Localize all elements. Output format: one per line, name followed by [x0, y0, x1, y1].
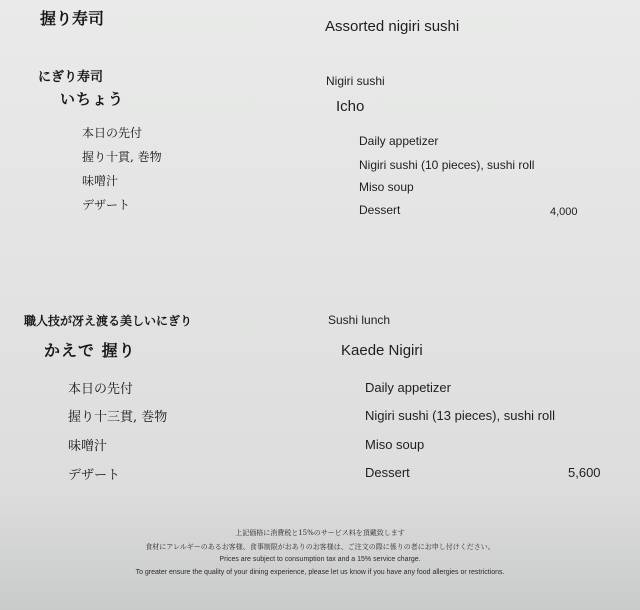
section1-item-4-en: Dessert — [359, 203, 401, 217]
footer-tax-note-jp: 上記価格に消費税と15%のサービス料を頂戴致します — [235, 529, 405, 537]
footer-allergy-note-en: To greater ensure the quality of your dining experience, please let us know if you have any food allergies or restrictions. — [135, 569, 505, 576]
section1-item-1-en: Daily appetizer — [359, 134, 439, 148]
section1-course-en: Icho — [336, 98, 365, 115]
section2-item-2-en: Nigiri sushi (13 pieces), sushi roll — [365, 408, 556, 423]
section2-item-2-jp: 握り十三貫, 巻物 — [68, 410, 168, 425]
section1-item-2-en: Nigiri sushi (10 pieces), sushi roll — [359, 158, 535, 172]
section1-item-2-jp: 握り十貫, 巻物 — [82, 150, 162, 164]
section2-sub-jp: 職人技が冴え渡る美しいにぎり — [24, 314, 193, 328]
section2-course-jp: かえで 握り — [44, 341, 136, 360]
section1-sub-jp: にぎり寿司 — [38, 70, 104, 85]
footer-tax-note-en: Prices are subject to consumption tax and a 15% service charge. — [219, 556, 421, 563]
section2-item-3-jp: 味噌汁 — [68, 439, 108, 454]
section2-item-3-en: Miso soup — [365, 437, 425, 452]
section1-item-1-jp: 本日の先付 — [82, 126, 143, 140]
section1-header-jp: 握り寿司 — [40, 9, 105, 28]
footer-allergy-note-jp: 食材にアレルギーのあるお客様、食事制限がおありのお客様は、ご注文の際に係りの者にお申し付けください。 — [145, 543, 495, 551]
section1-item-4-jp: デザート — [82, 198, 131, 212]
section1-sub-en: Nigiri sushi — [326, 74, 385, 88]
section2-item-4-jp: デザート — [68, 468, 121, 483]
section1-header-en: Assorted nigiri sushi — [325, 18, 460, 35]
section2-course-en: Kaede Nigiri — [341, 342, 423, 359]
section1-price: 4,000 — [550, 206, 578, 218]
section2-item-4-en: Dessert — [365, 465, 410, 480]
section2-item-1-en: Daily appetizer — [365, 380, 451, 395]
section1-item-3-en: Miso soup — [359, 180, 414, 194]
section1-course-jp: いちょう — [60, 90, 125, 108]
section2-price: 5,600 — [568, 465, 601, 480]
section1-item-3-jp: 味噌汁 — [82, 174, 119, 188]
section2-item-1-jp: 本日の先付 — [68, 382, 134, 397]
section2-sub-en: Sushi lunch — [328, 313, 391, 327]
